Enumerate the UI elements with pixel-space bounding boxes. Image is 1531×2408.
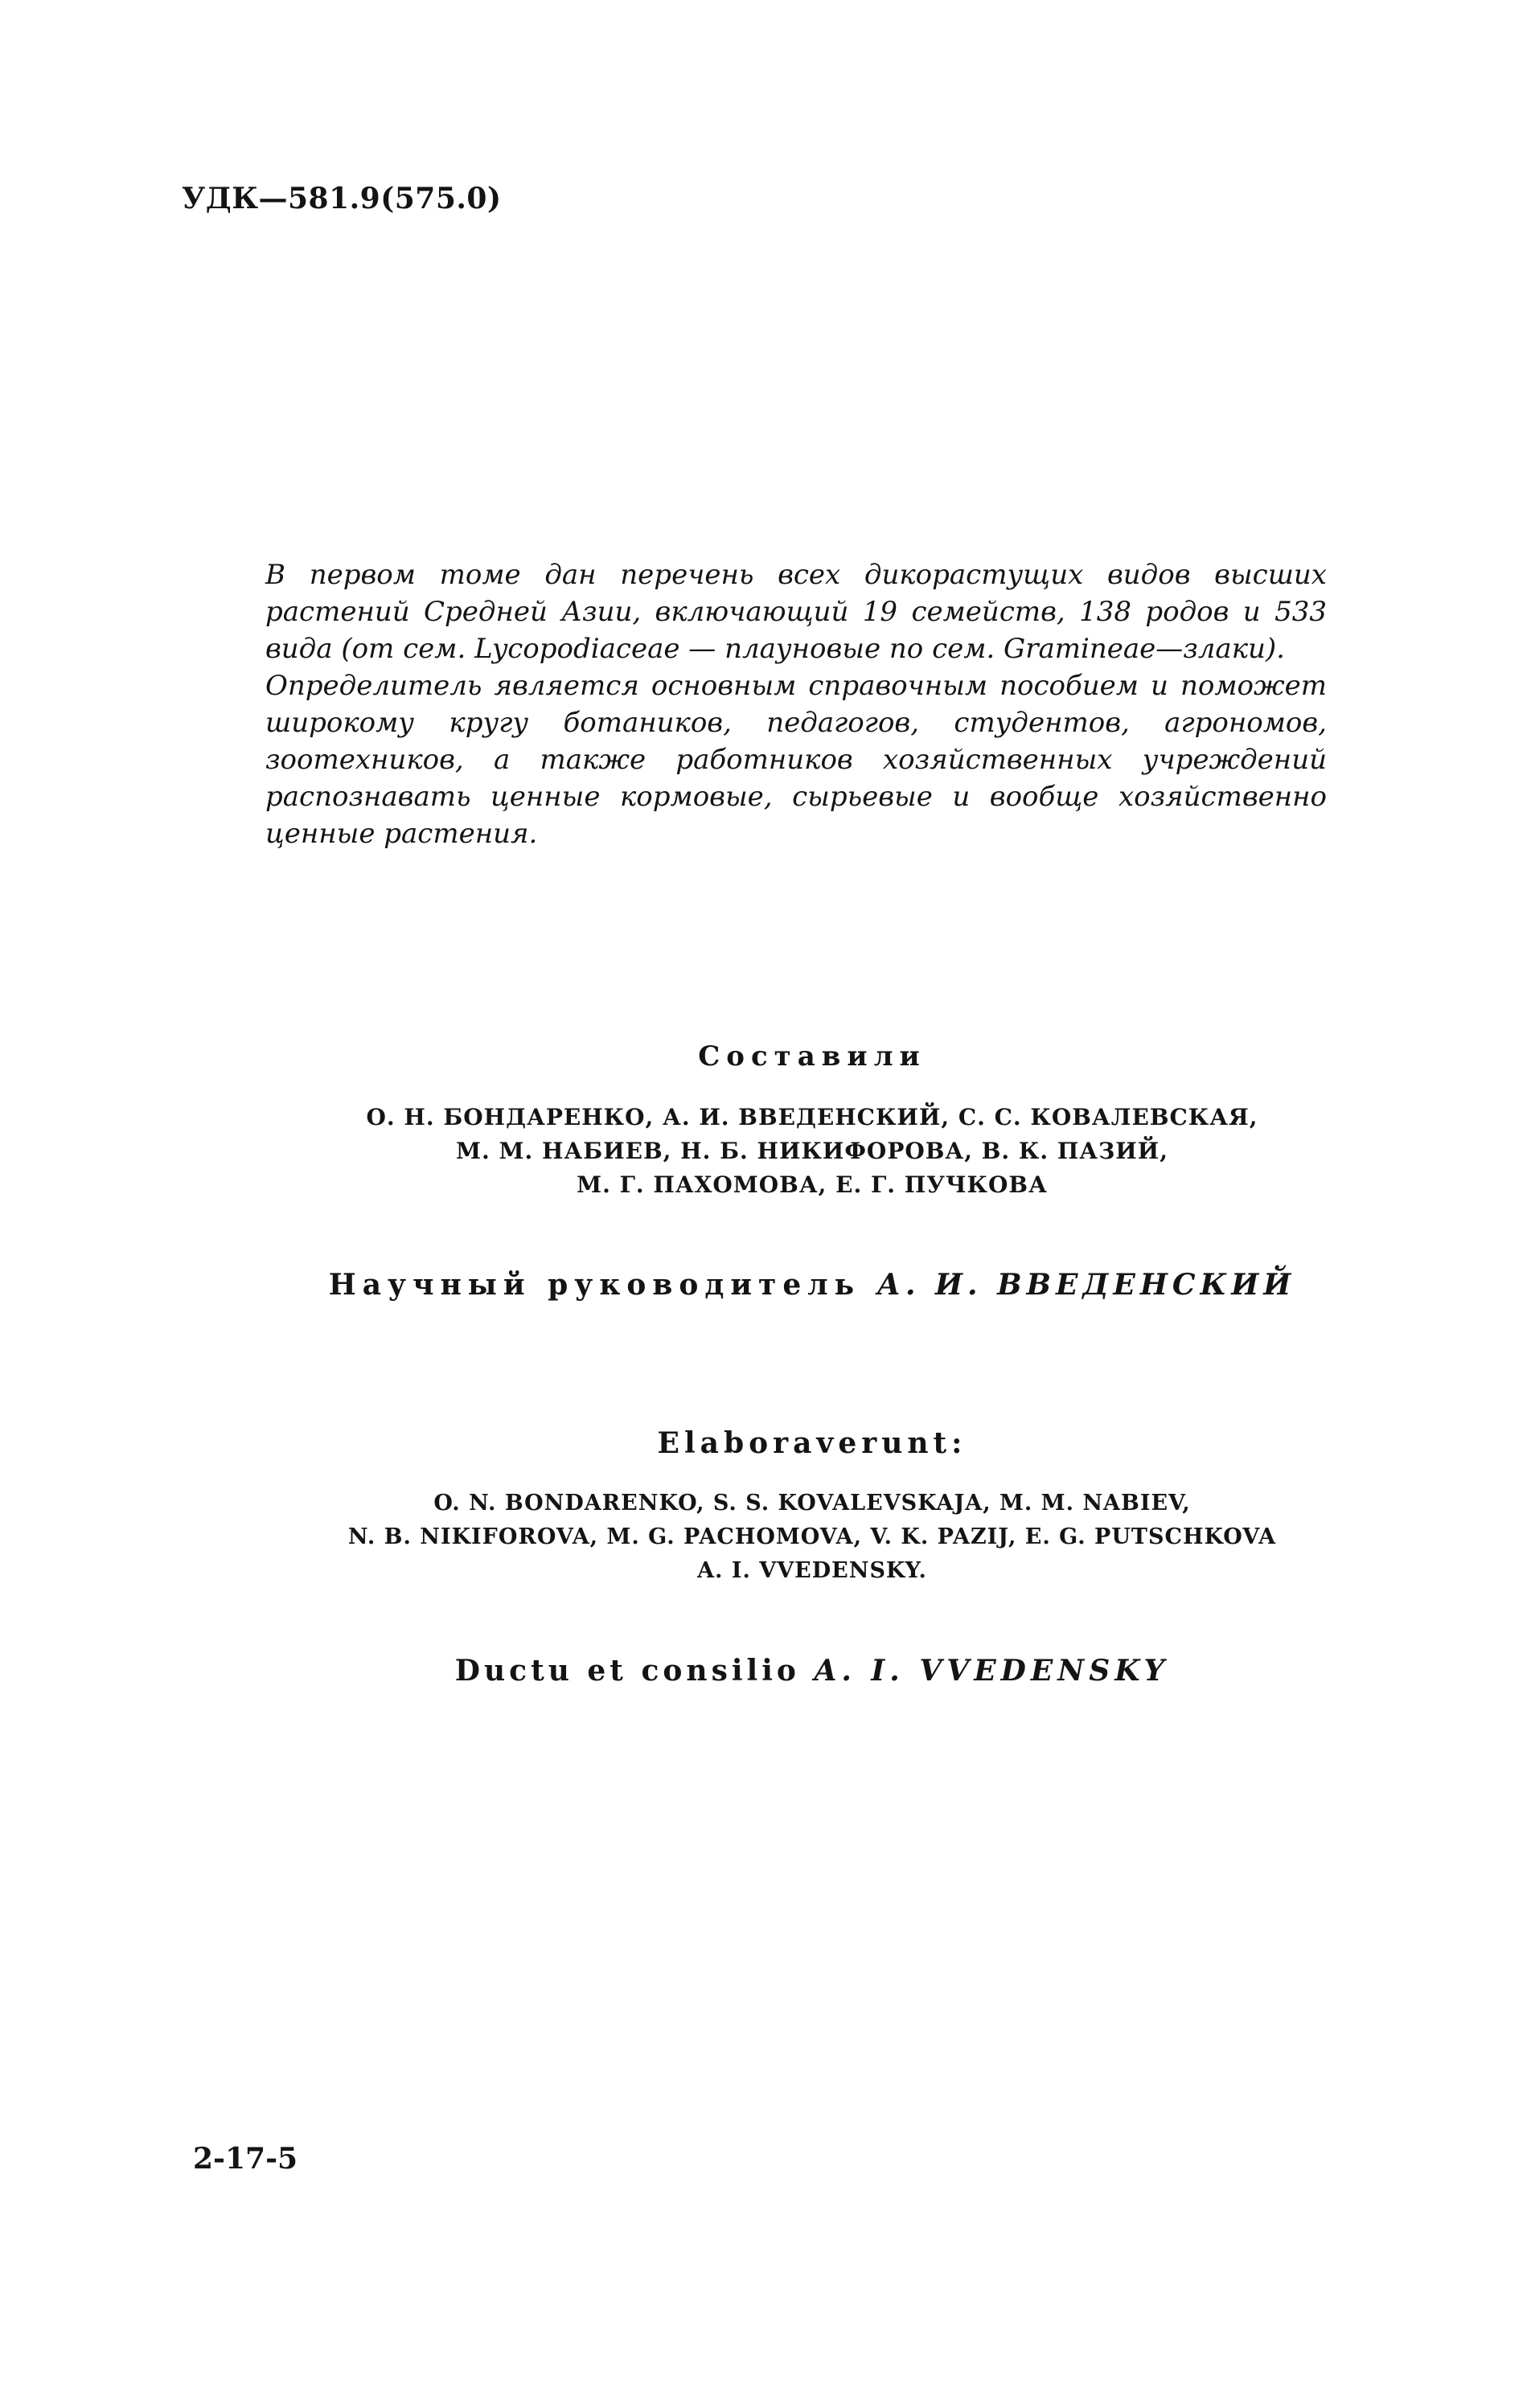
compilers-list-la (185, 1487, 1439, 1588)
compilers-line: O. N. BONDARENKO, S. S. KOVALEVSKAJA, M. M. NABIEV, (433, 1491, 1191, 1516)
scientific-leader-label: Ductu et consilio (454, 1654, 800, 1688)
publication-code: 2-17-5 (193, 2142, 298, 2176)
scientific-leader-label: Научный руководитель (328, 1268, 861, 1302)
scientific-leader-name: А. И. ВВЕДЕНСКИЙ (876, 1268, 1296, 1302)
annotation-paragraph-1: В первом томе дан перечень всех дикорастущих видов высших растений Средней Азии, включающий 19 семейств, 138 родов и 533 вида (от сем. Lycopodiaceae — плауновые по сем. Gramineae—злаки). (265, 559, 1327, 665)
compilers-line: М. М. НАБИЕВ, Н. Б. НИКИФОРОВА, В. К. ПАЗИЙ, (456, 1138, 1168, 1164)
annotation (265, 556, 1327, 852)
compilers-line: N. B. NIKIFOROVA, M. G. PACHOMOVA, V. K. PAZIJ, E. G. PUTSCHKOVA (347, 1524, 1277, 1549)
compilers-line: М. Г. ПАХОМОВА, Е. Г. ПУЧКОВА (577, 1171, 1048, 1198)
scientific-leader-ru (185, 1268, 1439, 1302)
compilers-heading-la: Elaboraverunt: (657, 1426, 967, 1460)
compilers-heading-ru: Составили (698, 1040, 926, 1073)
compilers-line: A. I. VVEDENSKY. (697, 1558, 927, 1583)
annotation-paragraph-2: Определитель является основным справочным пособием и поможет широкому кругу ботаников, педагогов, студентов, агрономов, зоотехников, а также работников хозяйственных учреждений распознавать ценные кормовые, сырьевые и вообще хозяйственно ценные растения. (265, 670, 1327, 850)
compilers-list-ru (185, 1101, 1439, 1202)
scientific-leader-name: A. I. VVEDENSKY (814, 1654, 1170, 1688)
compilers-line: О. Н. БОНДАРЕНКО, А. И. ВВЕДЕНСКИЙ, С. С. КОВАЛЕВСКАЯ, (366, 1104, 1258, 1130)
scientific-leader-la (185, 1654, 1439, 1688)
udk-classification: УДК—581.9(575.0) (182, 182, 502, 215)
